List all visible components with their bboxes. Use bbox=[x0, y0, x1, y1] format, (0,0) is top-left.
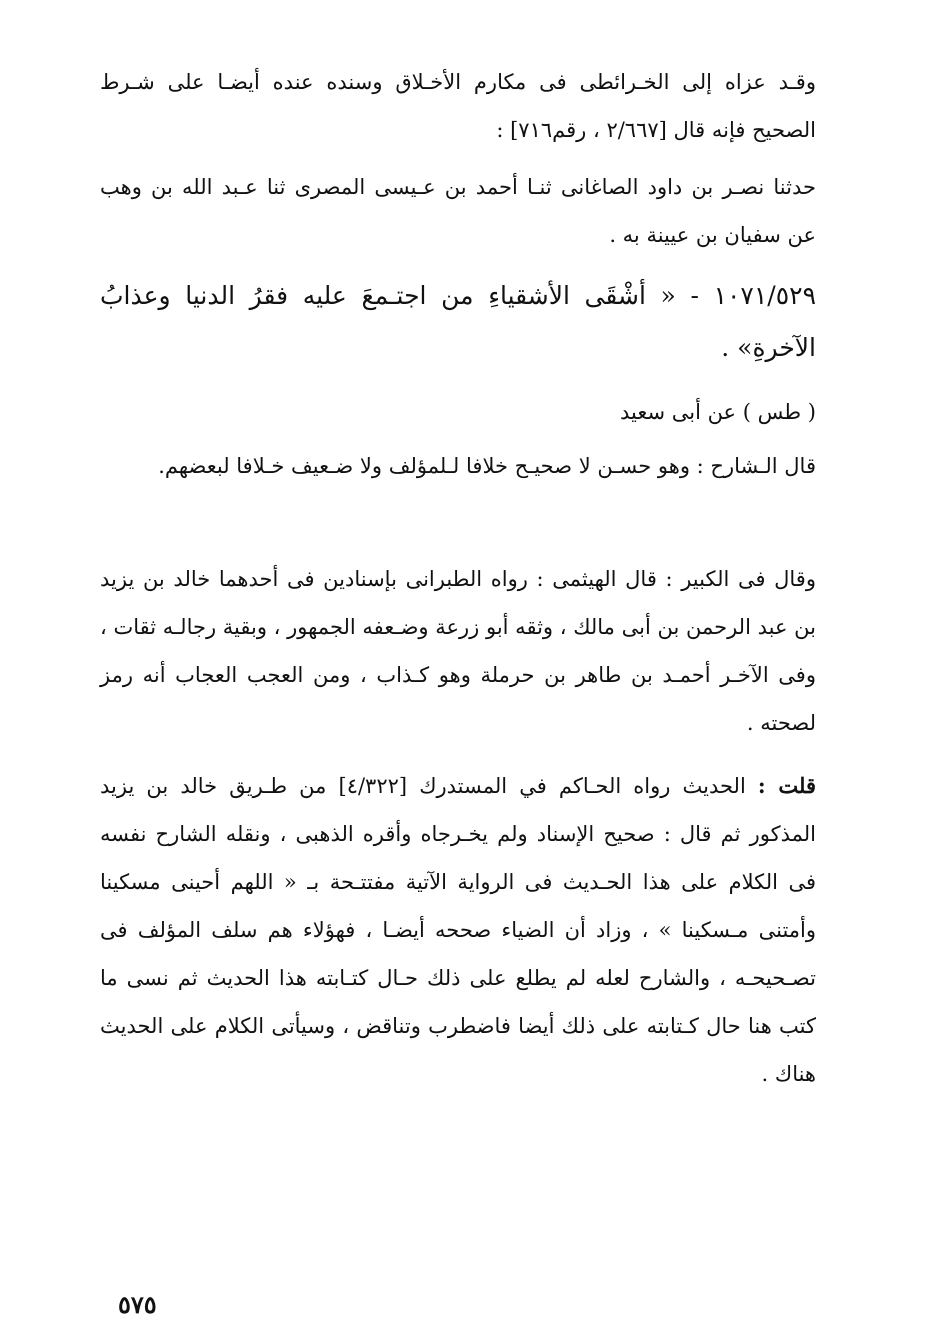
paragraph-author-note bbox=[100, 762, 816, 1098]
hadith-source bbox=[100, 388, 816, 436]
hadith-text bbox=[100, 270, 816, 374]
paragraph-kabir bbox=[100, 555, 816, 747]
paragraph-chain bbox=[100, 163, 816, 259]
paragraph-kabir-text: وقال فى الكبير : قال الهيثمى : رواه الطبرانى بإسنادين فى أحدهما خالد بن يزيد بن عبد الرحمن بن أبى مالك ، وثقه أبو زرعة وضـعفه الجمهور ، وبقية رجالـه ثقات ، وفى الآخـر أحمـد بن طاهر بن حرملة وهو كـذاب ، ومن العجب العجاب أنه رمز لصحته . bbox=[100, 567, 816, 735]
paragraph-commentator-text: قال الـشارح : وهو حسـن لا صحيـح خلافا لـلمؤلف ولا ضـعيف خـلافا لبعضهم. bbox=[158, 454, 816, 478]
paragraph-chain-text: حدثنا نصـر بن داود الصاغانى ثنـا أحمد بن عـيسى المصرى ثنا عـبد الله بن وهب عن سفيان بن عيينة به . bbox=[100, 175, 816, 247]
paragraph-commentator bbox=[100, 442, 816, 490]
page-number: ٥٧٥ bbox=[118, 1290, 157, 1319]
paragraph-author-note-text: الحديث رواه الحـاكم في المستدرك [٤/٣٢٢] من طـريق خالد بن يزيد المذكور ثم قال : صحيح الإسناد ولم يخـرجاه وأقره الذهبى ، ونقله الشارح نفسه فى الكلام على هذا الحـديث فى الرواية الآتية مفتتـحة بـ « اللهم أحينى مسكينا وأمتنى مـسكينا » ، وزاد أن الضياء صححه أيضـا ، فهؤلاء هم سلف المؤلف فى تصـحيحـه ، والشارح لعله لم يطلع على ذلك حـال كتـابته هذا الحديث ثم نسى ما كتب هنا حال كـتابته على ذلك أيضا فاضطرب وتناقض ، وسيأتى الكلام على الحديث هناك . bbox=[100, 774, 816, 1086]
hadith-source-text: ( طس ) عن أبى سعيد bbox=[619, 400, 816, 424]
paragraph-attribution-text: وقـد عزاه إلى الخـرائطى فى مكارم الأخـلاق وسنده عنده أيضـا على شـرط الصحيح فإنه قال [٢/٦٦٧ ، رقم٧١٦] : bbox=[100, 70, 816, 142]
paragraph-attribution bbox=[100, 58, 816, 154]
hadith-text-content: ١٠٧١/٥٢٩ - « أشْقَى الأشقياءِ من اجتـمعَ عليه فقرُ الدنيا وعذابُ الآخرةِ» . bbox=[100, 281, 816, 362]
author-note-lead: قلت : bbox=[757, 773, 816, 798]
